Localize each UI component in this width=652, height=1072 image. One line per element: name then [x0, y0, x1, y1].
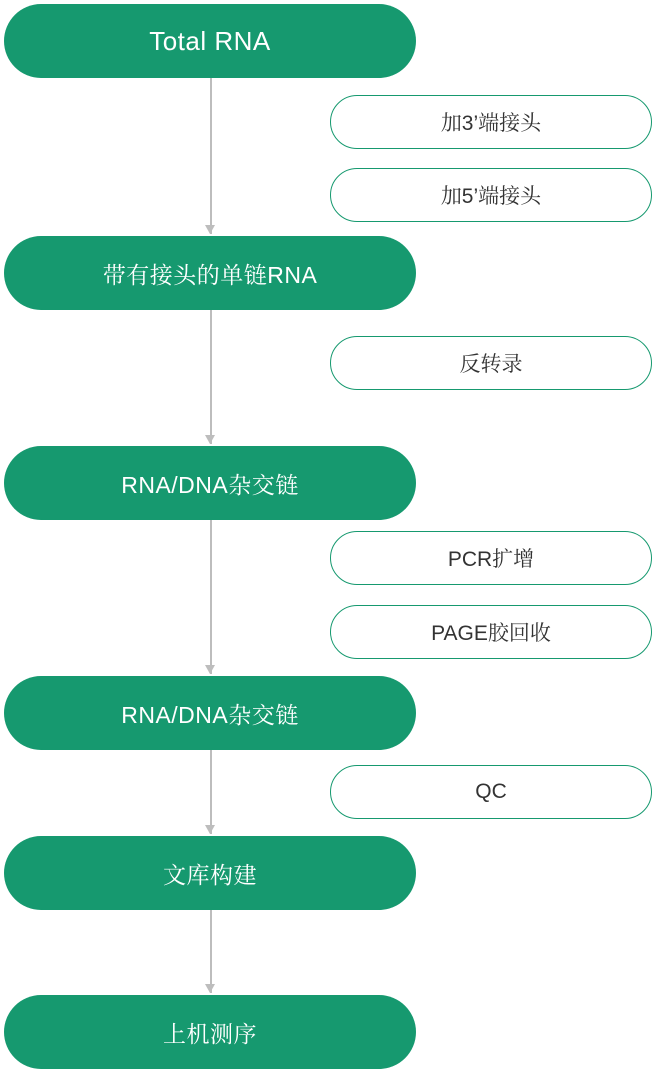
arrow-library-to-sequencing — [205, 910, 216, 993]
step-pcr-amplification: PCR扩增 — [330, 531, 652, 585]
arrow-line — [210, 310, 212, 444]
arrow-head-icon — [205, 435, 215, 444]
arrow-head-icon — [205, 665, 215, 674]
step-page-gel-recovery: PAGE胶回收 — [330, 605, 652, 659]
arrow-line — [210, 520, 212, 674]
step-reverse-transcription: 反转录 — [330, 336, 652, 390]
node-rna-dna-hybrid-2: RNA/DNA杂交链 — [4, 676, 416, 750]
arrow-head-icon — [205, 984, 215, 993]
step-add-3-adapter: 加3’端接头 — [330, 95, 652, 149]
arrow-total-rna-to-adapter-ssrna — [205, 78, 216, 234]
node-adapter-ssrna: 带有接头的单链RNA — [4, 236, 416, 310]
arrow-hybrid-1-to-hybrid-2 — [205, 520, 216, 674]
arrow-line — [210, 910, 212, 993]
arrow-line — [210, 750, 212, 834]
arrow-adapter-ssrna-to-hybrid-1 — [205, 310, 216, 444]
arrow-hybrid-2-to-library — [205, 750, 216, 834]
arrow-line — [210, 78, 212, 234]
node-total-rna: Total RNA — [4, 4, 416, 78]
node-library-construction: 文库构建 — [4, 836, 416, 910]
step-add-5-adapter: 加5’端接头 — [330, 168, 652, 222]
arrow-head-icon — [205, 225, 215, 234]
step-qc: QC — [330, 765, 652, 819]
arrow-head-icon — [205, 825, 215, 834]
node-sequencing: 上机测序 — [4, 995, 416, 1069]
node-rna-dna-hybrid-1: RNA/DNA杂交链 — [4, 446, 416, 520]
